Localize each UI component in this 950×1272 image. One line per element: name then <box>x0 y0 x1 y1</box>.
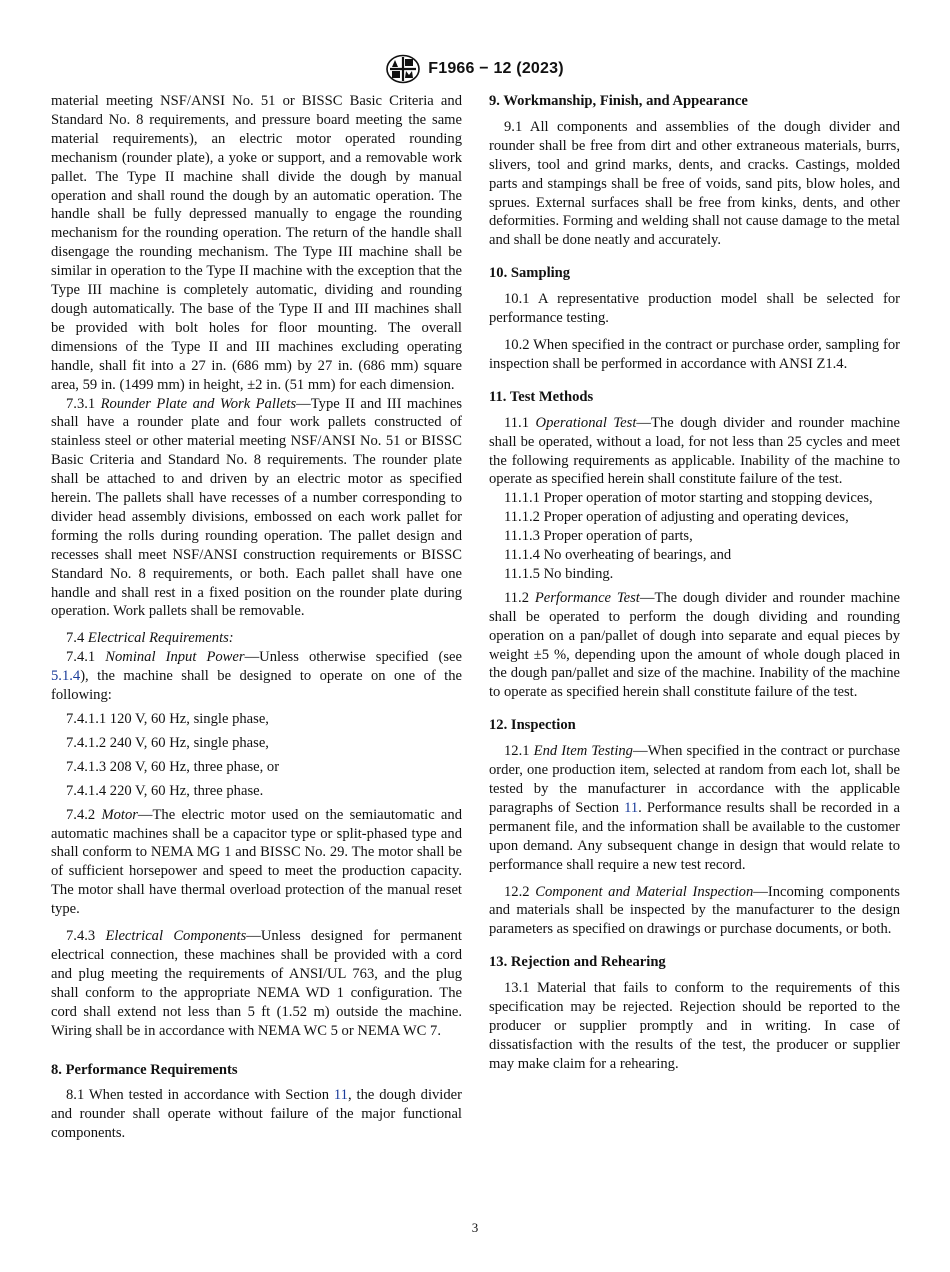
section-number: 7.4.3 <box>66 928 96 945</box>
section-9-1: 9.1 All components and assemblies of the dough divider and rounder shall be free from dirt and other extraneous materials, burrs, slivers, tool and grind marks, dents, and cracks. Castings, molded parts and stampings shall be free of voids, sand pits, blow holes, and sprues. External surfaces shall be free from kinks, dents, and other deformities. Forming and welding shall not cause damage to the metal and shall be done neatly and accurately. <box>489 118 900 249</box>
page-number: 3 <box>471 1220 479 1235</box>
section-13-1: 13.1 Material that fails to conform to the requirements of this specification may be rejected. Rejection should be reported to the producer or supplier promptly and in writing. In case of dissatisfaction with the results of the test, the producer or supplier may make claim for a rehearing. <box>489 980 900 1072</box>
page-header <box>0 54 950 86</box>
section-title: End Item Testing <box>533 743 633 760</box>
section-10-1: 10.1 A representative production model shall be selected for performance testing. <box>489 291 900 327</box>
right-column <box>489 92 900 1074</box>
list-item: 7.4.1.1 120 V, 60 Hz, single phase, <box>66 711 269 727</box>
section-title: Motor <box>101 806 138 823</box>
list-item: 7.4.1.3 208 V, 60 Hz, three phase, or <box>66 758 280 775</box>
cross-reference-link[interactable]: 5.1.4 <box>51 668 81 685</box>
section-number: 7.4.1 <box>66 649 96 666</box>
section-10-2: 10.2 When specified in the contract or purchase order, sampling for inspection shall be performed in accordance with ANSI Z1.4. <box>489 336 900 372</box>
section-title: Performance Test <box>534 589 640 606</box>
cross-reference-link[interactable]: 11 <box>333 1087 348 1104</box>
section-title: Component and Material Inspection <box>535 883 754 900</box>
list-item: 11.1.3 Proper operation of parts, <box>504 528 693 545</box>
list-item: 7.4.1.4 220 V, 60 Hz, three phase. <box>66 782 264 799</box>
section-text: —Incoming components and materials shall be inspected by the manufacturer to the design parameters as specified on drawings or purchase documents, or both. <box>489 883 900 938</box>
list-item: 11.1.4 No overheating of bearings, and <box>504 547 732 564</box>
section-7-4-3 <box>51 927 462 1040</box>
section-number: 7.3.1 <box>66 395 96 412</box>
section-heading-11: 11. Test Methods <box>489 388 594 405</box>
section-text: 8.1 When tested in accordance with Section <box>66 1087 334 1104</box>
section-7-4-1 <box>51 648 462 705</box>
section-text: —The electric motor used on the semiautomatic and automatic machines shall be a capacitor type or split-phased type and shall conform to NEMA MG 1 and BISSC No. 29. The motor shall be of sufficient horsepower and speed to meet the production capacity. The motor shall have thermal overload protection of the manual reset type. <box>51 806 462 918</box>
section-title: Rounder Plate and Work Pallets <box>100 395 297 412</box>
section-heading-9: 9. Workmanship, Finish, and Appearance <box>489 93 748 109</box>
section-7-4-2 <box>51 806 462 919</box>
section-text: —Unless designed for permanent electrical connection, these machines shall be provided with a cord and plug meeting the requirements of ANSI/UL 763, and the plug shall conform to the appropriate NEMA WD 1 configuration. The cord shall extend not less than 5 ft (1.52 m) outside the machine. Wiring shall be in accordance with NEMA WC 5 or NEMA WC 7. <box>51 928 462 1039</box>
section-text: —The dough divider and rounder machine shall be operated, without a load, for not less than 25 cycles and meet the following requirements as applicable. Inability of the machine to operate as specified herein shall constitute failure of the test. <box>489 414 900 488</box>
list-item: 11.1.1 Proper operation of motor starting and stopping devices, <box>504 490 873 507</box>
section-heading-13: 13. Rejection and Rehearing <box>489 954 666 971</box>
section-title: Operational Test <box>535 414 637 431</box>
list-item: 7.4.1.2 240 V, 60 Hz, single phase, <box>66 734 269 751</box>
cross-reference-link[interactable]: 11 <box>624 799 639 816</box>
left-column <box>51 92 462 1143</box>
section-number: 7.4 <box>66 630 85 647</box>
section-number: 11.2 <box>504 589 529 606</box>
section-number: 12.2 <box>504 883 530 900</box>
section-7-3-1 <box>51 395 462 622</box>
section-text: —Unless otherwise specified (see <box>244 649 462 666</box>
standard-designation: F1966 − 12 (2023) <box>428 60 564 77</box>
section-heading-8: 8. Performance Requirements <box>51 1061 238 1078</box>
section-7-4 <box>51 629 462 648</box>
section-number: 7.4.2 <box>66 806 96 823</box>
section-text: —When specified in the contract or purchase order, one production item, selected at random from each lot, shall be tested by the manufacturer in accordance with the applicable paragraphs of Section <box>489 743 900 816</box>
section-title: Nominal Input Power <box>105 649 245 666</box>
paragraph-type-machines: material meeting NSF/ANSI No. 51 or BISSC Basic Criteria and Standard No. 8 requirements, and pressure board meeting the same material requirements), an electric motor operated rounding mechanism (rounder plate), a yoke or support, and a removable work pallet. The Type II machine shall divide the dough by manual operation and shall round the dough by an automatic operation. The handle shall be fully depressed manually to engage the rounding mechanism for the rounding operation. The return of the handle shall disengage the rounding mechanism. The Type III machine shall be similar in operation to the Type II machine with the exception that the Type III machine is completely automatic, dividing and rounding dough automatically. The base of the Type II and III machines shall be provided with bolt holes for floor mounting. The overall dimensions of the Type II and III machines excluding operating handle, shall fit into a 27 in. (686 mm) by 27 in. (686 mm) square area, 59 in. (1499 mm) in height, ±2 in. (51 mm) for each dimension. <box>51 93 462 393</box>
section-title: Electrical Requirements: <box>87 630 234 647</box>
section-12-2 <box>489 883 900 940</box>
section-heading-10: 10. Sampling <box>489 265 571 282</box>
section-text: . Performance results shall be recorded in a permanent file, and the information shall be available to the customer upon demand. Any subsequent change in design that would relate to performance shall require a new test record. <box>489 799 900 873</box>
section-number: 11.1 <box>504 414 529 431</box>
list-item: 11.1.2 Proper operation of adjusting and operating devices, <box>504 509 849 526</box>
section-11-1 <box>489 414 900 490</box>
section-11-2 <box>489 589 900 702</box>
section-8-1 <box>51 1086 462 1143</box>
section-text: , the dough divider and rounder shall operate without failure of the major functional components. <box>51 1087 462 1142</box>
section-12-1 <box>489 742 900 874</box>
section-text: —The dough divider and rounder machine shall be operated to perform the dough dividing and rounding operation on a pan/pallet of dough into separate and equal pieces by weight ±5 %, depending upon the amount of whole dough placed in the dough pan/pallet and size of the machine. Inability of the machine to operate as specified herein shall constitute failure of the test. <box>489 589 901 701</box>
section-text: —Type II and III machines shall have a rounder plate and four work pallets constructed of stainless steel or other material meeting NSF/ANSI No. 51 or BISSC Basic Criteria and Standard No. 8 requirements. The rounder plate shall be attached to and driven by an electric motor as specified herein. The pallets shall have recesses of a number corresponding to divider head assembly divisions, embossed on each work pallet for forming the rolls during rounding operation. The pallet design and recesses shall meet NSF/ANSI construction requirements or BISSC Standard No. 8 requirements, or both. Each pallet shall have one handle and shall rest in a fixed position on the rounder plate during operation. Work pallets shall be removable. <box>51 395 462 620</box>
astm-logo-icon <box>386 54 420 84</box>
section-number: 12.1 <box>504 743 530 760</box>
section-text: ), the machine shall be designed to operate on one of the following: <box>51 668 462 704</box>
section-heading-12: 12. Inspection <box>489 717 576 734</box>
list-item: 11.1.5 No binding. <box>504 565 614 582</box>
section-title: Electrical Components <box>105 928 247 945</box>
